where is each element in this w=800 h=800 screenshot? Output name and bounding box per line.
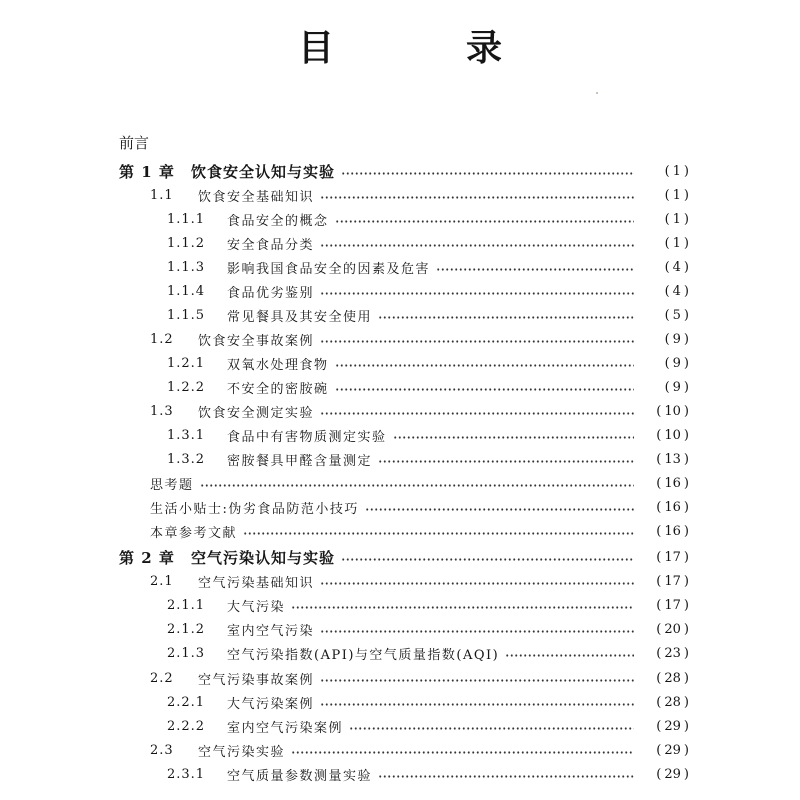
toc-entry-sub	[0, 618, 800, 642]
toc-entry-misc	[0, 520, 800, 544]
entry-title: 安全食品分类	[227, 237, 315, 253]
dot-leader	[320, 340, 634, 343]
open-paren: (	[664, 163, 670, 179]
page-number-value: 5	[672, 307, 681, 323]
page-number	[642, 356, 692, 371]
page-number	[642, 476, 692, 491]
page-number-value: 20	[664, 622, 681, 638]
page-number-value: 23	[664, 646, 681, 662]
open-paren: (	[664, 307, 670, 323]
dot-leader	[320, 292, 634, 295]
entry-title: 密胺餐具甲醛含量测定	[227, 454, 373, 470]
open-paren: (	[656, 452, 662, 468]
toc-entry-sub	[0, 448, 800, 472]
close-paren: )	[683, 598, 689, 614]
entry-title: 空气污染事故案例	[198, 672, 315, 688]
dot-leader	[335, 220, 634, 223]
entry-number: 2.2.1	[167, 694, 206, 710]
close-paren: )	[683, 379, 689, 395]
entry-number: 1.3.2	[167, 452, 206, 468]
close-paren: )	[683, 550, 689, 566]
entry-number: 1.2	[150, 331, 174, 347]
entry-number: 2.1.1	[167, 598, 206, 614]
entry-title: 影响我国食品安全的因素及危害	[227, 261, 431, 277]
page-number	[642, 574, 692, 589]
toc-entry-section	[0, 183, 800, 207]
entry-title: 饮食安全事故案例	[198, 333, 315, 349]
page-number	[642, 500, 692, 515]
toc-list	[0, 159, 800, 786]
toc-entry-sub	[0, 424, 800, 448]
dot-leader	[320, 703, 634, 706]
entry-title: 室内空气污染案例	[227, 720, 344, 736]
close-paren: )	[683, 163, 689, 179]
page-number-value: 29	[664, 718, 681, 734]
toc-entry-sub	[0, 762, 800, 786]
dot-leader	[291, 751, 634, 754]
dot-leader	[349, 727, 634, 730]
dot-leader	[378, 775, 634, 778]
page-number-value: 13	[664, 452, 681, 468]
entry-number: 2.3	[150, 742, 174, 758]
open-paren: (	[656, 670, 662, 686]
page-number-value: 28	[664, 670, 681, 686]
entry-title: 饮食安全认知与实验	[191, 162, 336, 181]
page-number	[642, 428, 692, 443]
open-paren: (	[664, 235, 670, 251]
entry-number: 1.1.2	[167, 235, 206, 251]
entry-title: 空气污染指数(API)与空气质量指数(AQI)	[227, 648, 500, 664]
entry-number: 1.3	[150, 403, 174, 419]
close-paren: )	[683, 766, 689, 782]
open-paren: (	[656, 428, 662, 444]
dot-leader	[505, 654, 634, 657]
close-paren: )	[683, 452, 689, 468]
open-paren: (	[664, 379, 670, 395]
dot-leader	[335, 364, 634, 367]
close-paren: )	[683, 622, 689, 638]
page-number	[642, 719, 692, 734]
entry-number: 1.2.2	[167, 379, 206, 395]
entry-number: 第 2 章	[119, 549, 175, 568]
open-paren: (	[656, 476, 662, 492]
open-paren: (	[656, 403, 662, 419]
toc-entry-sub	[0, 690, 800, 714]
close-paren: )	[683, 428, 689, 444]
open-paren: (	[664, 187, 670, 203]
dot-leader	[320, 630, 634, 633]
dot-leader	[378, 316, 634, 319]
page-number-value: 9	[672, 355, 681, 371]
page-number	[642, 622, 692, 637]
open-paren: (	[656, 622, 662, 638]
toc-entry-section	[0, 570, 800, 594]
open-paren: (	[664, 331, 670, 347]
entry-title: 食品中有害物质测定实验	[227, 430, 387, 446]
dot-leader	[320, 679, 634, 682]
entry-title: 食品优劣鉴别	[227, 285, 315, 301]
entry-number: 1.3.1	[167, 428, 206, 444]
page-number-value: 4	[672, 259, 681, 275]
page-number	[642, 236, 692, 251]
close-paren: )	[683, 259, 689, 275]
entry-title: 空气污染基础知识	[198, 576, 315, 592]
entry-number: 2.3.1	[167, 766, 206, 782]
toc-entry-sub	[0, 231, 800, 255]
page-number	[642, 380, 692, 395]
open-paren: (	[656, 598, 662, 614]
page-number-value: 16	[664, 500, 681, 516]
page-number	[642, 332, 692, 347]
page-number	[642, 284, 692, 299]
entry-title: 饮食安全测定实验	[198, 405, 315, 421]
dot-leader	[341, 172, 634, 175]
page-number	[642, 404, 692, 419]
toc-entry-section	[0, 738, 800, 762]
page-number-value: 9	[672, 379, 681, 395]
entry-number: 2.1.3	[167, 646, 206, 662]
entry-title: 空气污染实验	[198, 744, 286, 760]
dot-leader	[436, 268, 634, 271]
toc-entry-sub	[0, 375, 800, 399]
entry-title: 双氧水处理食物	[227, 357, 329, 373]
entry-number: 1.1.3	[167, 259, 206, 275]
page-number-value: 29	[664, 766, 681, 782]
page-number	[642, 212, 692, 227]
close-paren: )	[683, 742, 689, 758]
page-number	[642, 524, 692, 539]
page-number-value: 1	[672, 187, 681, 203]
page-number	[642, 743, 692, 758]
page-number	[642, 164, 692, 179]
open-paren: (	[656, 524, 662, 540]
dot-leader	[378, 460, 634, 463]
toc-entry-sub	[0, 207, 800, 231]
toc-entry-preface: 前言	[119, 134, 150, 152]
page-number-value: 28	[664, 694, 681, 710]
entry-title: 本章参考文献	[150, 526, 238, 542]
toc-entry-chapter	[0, 546, 800, 570]
entry-number: 第 1 章	[119, 162, 175, 181]
close-paren: )	[683, 574, 689, 590]
entry-title: 常见餐具及其安全使用	[227, 309, 373, 325]
page-number	[642, 308, 692, 323]
entry-number: 1.1	[150, 187, 174, 203]
dot-leader	[320, 244, 634, 247]
entry-number: 1.1.1	[167, 211, 206, 227]
dot-leader	[291, 606, 634, 609]
toc-entry-misc	[0, 472, 800, 496]
toc-entry-section	[0, 666, 800, 690]
page-number-value: 17	[664, 574, 681, 590]
open-paren: (	[656, 766, 662, 782]
dot-leader	[320, 196, 634, 199]
entry-title: 大气污染案例	[227, 696, 315, 712]
dot-leader	[320, 582, 634, 585]
open-paren: (	[656, 742, 662, 758]
open-paren: (	[664, 259, 670, 275]
page-number	[642, 671, 692, 686]
close-paren: )	[683, 187, 689, 203]
page-number	[642, 260, 692, 275]
page-number	[642, 452, 692, 467]
dot-leader	[243, 532, 634, 535]
close-paren: )	[683, 403, 689, 419]
toc-entry-section	[0, 327, 800, 351]
dot-leader	[365, 508, 634, 511]
page-number-value: 1	[672, 211, 681, 227]
entry-title: 空气质量参数测量实验	[227, 768, 373, 784]
page-number-value: 17	[664, 598, 681, 614]
page-number	[642, 550, 692, 565]
entry-title: 食品安全的概念	[227, 213, 329, 229]
page-number-value: 17	[664, 550, 681, 566]
page-title: 目 录	[297, 27, 550, 69]
entry-title: 饮食安全基础知识	[198, 189, 315, 205]
toc-entry-sub	[0, 255, 800, 279]
page-number	[642, 767, 692, 782]
dot-leader	[393, 436, 634, 439]
entry-number: 2.1.2	[167, 622, 206, 638]
close-paren: )	[683, 670, 689, 686]
close-paren: )	[683, 331, 689, 347]
page-number-value: 10	[664, 403, 681, 419]
entry-title: 不安全的密胺碗	[227, 381, 329, 397]
toc-entry-sub	[0, 279, 800, 303]
entry-title: 思考题	[150, 478, 194, 494]
entry-number: 2.2.2	[167, 718, 206, 734]
open-paren: (	[664, 283, 670, 299]
entry-number: 1.2.1	[167, 355, 206, 371]
entry-number: 1.1.5	[167, 307, 206, 323]
page-number-value: 16	[664, 524, 681, 540]
toc-entry-sub	[0, 594, 800, 618]
close-paren: )	[683, 646, 689, 662]
open-paren: (	[656, 550, 662, 566]
dot-leader	[335, 388, 634, 391]
entry-title: 生活小贴士:伪劣食品防范小技巧	[150, 502, 359, 518]
page-number-value: 9	[672, 331, 681, 347]
open-paren: (	[664, 355, 670, 371]
page-number-value: 16	[664, 476, 681, 492]
toc-entry-sub	[0, 303, 800, 327]
page-number	[642, 188, 692, 203]
dot-leader	[200, 484, 634, 487]
dot-leader	[320, 412, 634, 415]
open-paren: (	[656, 500, 662, 516]
entry-number: 2.1	[150, 574, 174, 590]
close-paren: )	[683, 476, 689, 492]
page-number-value: 1	[672, 235, 681, 251]
close-paren: )	[683, 235, 689, 251]
entry-title: 大气污染	[227, 600, 286, 616]
close-paren: )	[683, 355, 689, 371]
toc-entry-sub	[0, 714, 800, 738]
open-paren: (	[656, 574, 662, 590]
open-paren: (	[664, 211, 670, 227]
page-number	[642, 646, 692, 661]
toc-entry-sub	[0, 642, 800, 666]
paper-speck	[596, 92, 598, 94]
toc-entry-section	[0, 399, 800, 423]
entry-number: 2.2	[150, 670, 174, 686]
page-number	[642, 598, 692, 613]
page-number	[642, 695, 692, 710]
dot-leader	[341, 558, 634, 561]
close-paren: )	[683, 694, 689, 710]
toc-entry-sub	[0, 351, 800, 375]
entry-title: 室内空气污染	[227, 624, 315, 640]
close-paren: )	[683, 283, 689, 299]
close-paren: )	[683, 524, 689, 540]
open-paren: (	[656, 718, 662, 734]
entry-number: 1.1.4	[167, 283, 206, 299]
page-number-value: 29	[664, 742, 681, 758]
open-paren: (	[656, 646, 662, 662]
entry-title: 空气污染认知与实验	[191, 549, 336, 568]
close-paren: )	[683, 307, 689, 323]
page-number-value: 10	[664, 428, 681, 444]
close-paren: )	[683, 718, 689, 734]
page-number-value: 1	[672, 163, 681, 179]
toc-entry-misc	[0, 496, 800, 520]
open-paren: (	[656, 694, 662, 710]
close-paren: )	[683, 500, 689, 516]
close-paren: )	[683, 211, 689, 227]
toc-entry-chapter	[0, 159, 800, 183]
page-number-value: 4	[672, 283, 681, 299]
